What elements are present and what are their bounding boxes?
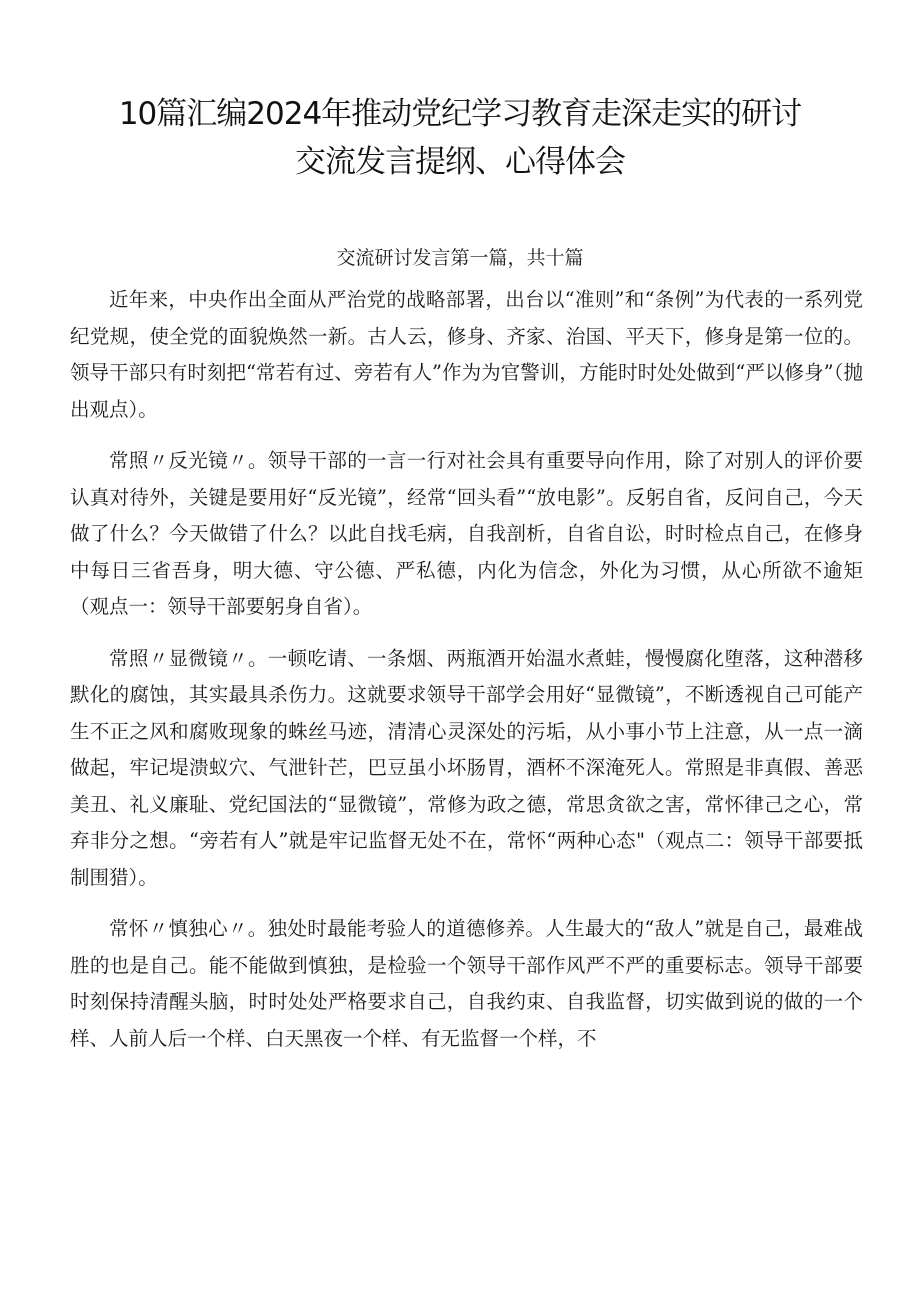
paragraph-self-discipline: 常怀〃慎独心〃。独处时最能考验人的道德修养。人生最大的“敌人”就是自己，最难战胜的也是自己。能不能做到慎独，是检验一个领导干部作风严不严的重要标志。领导干部要时刻保持清醒头脑，时时处处严格要求自己，自我约束、自我监督，切实做到说的做的一个样、人前人后一个样、白天黑夜一个样、有无监督一个样，不 xyxy=(70,917,863,1050)
document-title-line-2: 交流发言提纲、心得体会 xyxy=(295,144,625,180)
section-subtitle: 交流研讨发言第一篇，共十篇 xyxy=(336,247,584,269)
paragraph-microscope: 常照〃显微镜〃。一顿吃请、一条烟、两瓶酒开始温水煮蛙，慢慢腐化堕落，这种潜移默化的腐蚀，其实最具杀伤力。这就要求领导干部学会用好“显微镜”，不断透视自己可能产生不正之风和腐败现象的蛛丝马迹，清清心灵深处的污垢，从小事小节上注意，从一点一滴做起，牢记堤溃蚁穴、气泄针芒，巴豆虽小坏肠胃，酒杯不深淹死人。常照是非真假、善恶美丑、礼义廉耻、党纪国法的“显微镜”，常修为政之德，常思贪欲之害，常怀律己之心，常弃非分之想。“旁若有人”就是牢记监督无处不在，常怀“两种心态"（观点二：领导干部要抵制围猎）。 xyxy=(70,646,863,889)
document-title-line-1: 10篇汇编2024年推动党纪学习教育走深走实的研讨 xyxy=(118,96,802,132)
paragraph-reflector: 常照〃反光镜〃。领导干部的一言一行对社会具有重要导向作用，除了对别人的评价要认真对待外，关键是要用好“反光镜”，经常“回头看”“放电影”。反躬自省，反问自己，今天做了什么？今天做错了什么？以此自找毛病，自我剖析，自省自讼，时时检点自己，在修身中每日三省吾身，明大德、守公德、严私德，内化为信念，外化为习惯，从心所欲不逾矩（观点一：领导干部要躬身自省）。 xyxy=(70,449,863,618)
paragraph-intro: 近年来，中央作出全面从严治党的战略部署，出台以“准则”和“条例”为代表的一系列党纪党规，使全党的面貌焕然一新。古人云，修身、齐家、治国、平天下，修身是第一位的。领导干部只有时刻把“常若有过、旁若有人”作为为官警训，方能时时处处做到“严以修身”（抛出观点）。 xyxy=(70,288,863,421)
document-body xyxy=(70,282,863,1072)
